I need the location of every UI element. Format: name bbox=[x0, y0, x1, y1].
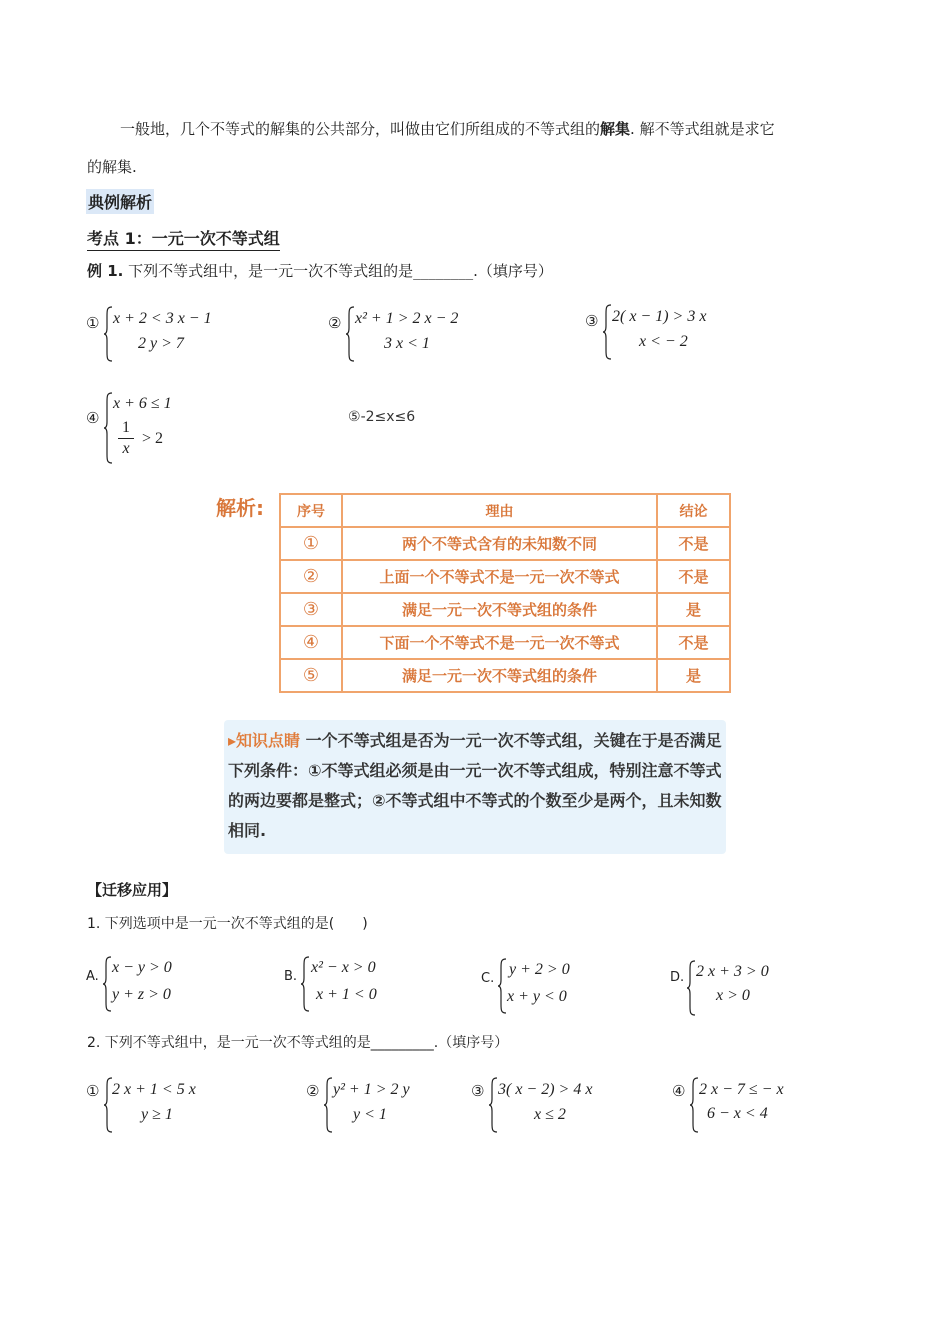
option-letter: A. bbox=[86, 969, 99, 984]
row-conclusion: 不是 bbox=[657, 527, 730, 560]
knowledge-tip-box bbox=[224, 720, 726, 854]
option-b[interactable] bbox=[284, 956, 454, 1012]
question-2-system-2 bbox=[306, 1077, 466, 1133]
table-row bbox=[280, 527, 730, 560]
question-1: 1. 下列选项中是一元一次不等式组的是( ) bbox=[87, 916, 368, 932]
question-2-system-1 bbox=[86, 1077, 266, 1133]
intro-text: 一般地，几个不等式的解集的公共部分，叫做由它们所组成的不等式组的 bbox=[120, 120, 601, 138]
system-line-1: 2 x + 1 < 5 x bbox=[112, 1081, 196, 1098]
example-question bbox=[87, 261, 553, 281]
system-number: ① bbox=[86, 1082, 100, 1100]
option-line-1: x² − x > 0 bbox=[311, 959, 376, 976]
fraction-denominator: x bbox=[122, 440, 130, 457]
brace-icon bbox=[323, 1077, 333, 1133]
system-range: -2≤x≤6 bbox=[360, 409, 416, 425]
question-2-system-4 bbox=[672, 1077, 852, 1133]
intro-line-2: 的解集. bbox=[87, 158, 137, 176]
brace-icon bbox=[488, 1077, 498, 1133]
option-d[interactable] bbox=[670, 960, 840, 1016]
tip-arrow-icon: ▸ bbox=[228, 731, 237, 750]
tip-tag: 知识点睛 bbox=[236, 731, 301, 750]
fraction-bar bbox=[118, 438, 134, 439]
system-line-2: 3 x < 1 bbox=[384, 335, 430, 352]
brace-icon bbox=[345, 306, 355, 362]
header-reason: 理由 bbox=[342, 494, 657, 527]
example-system-5 bbox=[348, 409, 415, 425]
option-line-2: x + y < 0 bbox=[507, 988, 567, 1005]
example-label: 例 1. bbox=[87, 262, 124, 280]
header-index: 序号 bbox=[280, 494, 342, 527]
system-line-1: y² + 1 > 2 y bbox=[333, 1081, 410, 1098]
table-row bbox=[280, 626, 730, 659]
section-title: 典例解析 bbox=[86, 189, 154, 214]
option-c[interactable] bbox=[481, 958, 651, 1014]
system-line-2: x ≤ 2 bbox=[534, 1106, 566, 1123]
row-reason: 满足一元一次不等式组的条件 bbox=[342, 593, 657, 626]
analysis-table bbox=[279, 493, 731, 693]
brace-icon bbox=[103, 306, 113, 362]
system-number: ③ bbox=[471, 1082, 485, 1100]
system-line-2-rest: > 2 bbox=[142, 430, 164, 447]
example-text: 下列不等式组中，是一元一次不等式组的是________.（填序号） bbox=[128, 262, 553, 280]
system-line-2: x < − 2 bbox=[639, 333, 688, 350]
row-reason: 下面一个不等式不是一元一次不等式 bbox=[342, 626, 657, 659]
tip-content bbox=[228, 726, 724, 846]
example-system-2 bbox=[328, 306, 528, 362]
row-index: ⑤ bbox=[280, 659, 342, 692]
row-index: ④ bbox=[280, 626, 342, 659]
intro-text-end: . 解不等式组就是求它 bbox=[630, 120, 775, 138]
system-number: ④ bbox=[672, 1082, 686, 1100]
table-row bbox=[280, 560, 730, 593]
fraction bbox=[118, 419, 134, 458]
fraction-numerator: 1 bbox=[122, 419, 130, 436]
row-index: ② bbox=[280, 560, 342, 593]
brace-icon bbox=[689, 1077, 699, 1133]
system-line-1: x² + 1 > 2 x − 2 bbox=[355, 310, 459, 327]
system-line-1: 2 x − 7 ≤ − x bbox=[699, 1081, 784, 1098]
option-line-1: x − y > 0 bbox=[112, 959, 172, 976]
row-reason: 两个不等式含有的未知数不同 bbox=[342, 527, 657, 560]
system-number: ④ bbox=[86, 409, 100, 427]
system-line-2: 2 y > 7 bbox=[138, 335, 184, 352]
brace-icon bbox=[686, 960, 696, 1016]
analysis-header-row bbox=[280, 494, 730, 527]
brace-icon bbox=[102, 956, 112, 1012]
brace-icon bbox=[602, 304, 612, 360]
system-line-1: 3( x − 2) > 4 x bbox=[498, 1081, 593, 1098]
system-line-1: x + 2 < 3 x − 1 bbox=[113, 310, 212, 327]
row-index: ① bbox=[280, 527, 342, 560]
system-number: ② bbox=[306, 1082, 320, 1100]
row-conclusion: 是 bbox=[657, 593, 730, 626]
row-conclusion: 不是 bbox=[657, 626, 730, 659]
table-row bbox=[280, 593, 730, 626]
system-line-2: 6 − x < 4 bbox=[707, 1105, 768, 1122]
row-index: ③ bbox=[280, 593, 342, 626]
system-line-2: y < 1 bbox=[353, 1106, 387, 1123]
question-2-system-3 bbox=[471, 1077, 651, 1133]
topic-heading: 考点 1：一元一次不等式组 bbox=[87, 226, 280, 251]
option-line-2: y + z > 0 bbox=[112, 986, 171, 1003]
option-line-1: 2 x + 3 > 0 bbox=[696, 963, 769, 980]
system-number: ⑤ bbox=[348, 409, 361, 425]
option-letter: C. bbox=[481, 971, 495, 986]
brace-icon bbox=[103, 392, 113, 464]
row-reason: 满足一元一次不等式组的条件 bbox=[342, 659, 657, 692]
row-conclusion: 不是 bbox=[657, 560, 730, 593]
example-system-1 bbox=[86, 306, 286, 362]
row-reason: 上面一个不等式不是一元一次不等式 bbox=[342, 560, 657, 593]
option-letter: B. bbox=[284, 969, 298, 984]
tip-text: 一个不等式组是否为一元一次不等式组，关键在于是否满足下列条件：①不等式组必须是由一元一次不等式组成，特别注意不等式的两边要都是整式；②不等式组中不等式的个数至少是两个，且未知数相同. bbox=[228, 731, 722, 840]
option-a[interactable] bbox=[86, 956, 256, 1012]
example-system-3 bbox=[585, 304, 785, 360]
system-number: ③ bbox=[585, 312, 599, 330]
option-line-2: x > 0 bbox=[716, 987, 750, 1004]
option-line-1: y + 2 > 0 bbox=[509, 961, 570, 978]
analysis-label: 解析: bbox=[216, 496, 264, 520]
option-letter: D. bbox=[670, 970, 685, 985]
intro-keyword: 解集 bbox=[600, 120, 631, 138]
practice-title: 【迁移应用】 bbox=[87, 881, 178, 899]
example-system-4 bbox=[86, 392, 286, 464]
table-row bbox=[280, 659, 730, 692]
intro-line-1 bbox=[120, 119, 775, 139]
row-conclusion: 是 bbox=[657, 659, 730, 692]
system-line-1: x + 6 ≤ 1 bbox=[113, 395, 172, 412]
system-line-1: 2( x − 1) > 3 x bbox=[612, 308, 707, 325]
system-number: ② bbox=[328, 314, 342, 332]
option-line-2: x + 1 < 0 bbox=[316, 986, 377, 1003]
question-2: 2. 下列不等式组中，是一元一次不等式组的是_________.（填序号） bbox=[87, 1035, 509, 1051]
system-number: ① bbox=[86, 314, 100, 332]
header-conclusion: 结论 bbox=[657, 494, 730, 527]
system-line-2: y ≥ 1 bbox=[141, 1106, 173, 1123]
brace-icon bbox=[300, 956, 310, 1012]
brace-icon bbox=[497, 958, 507, 1014]
